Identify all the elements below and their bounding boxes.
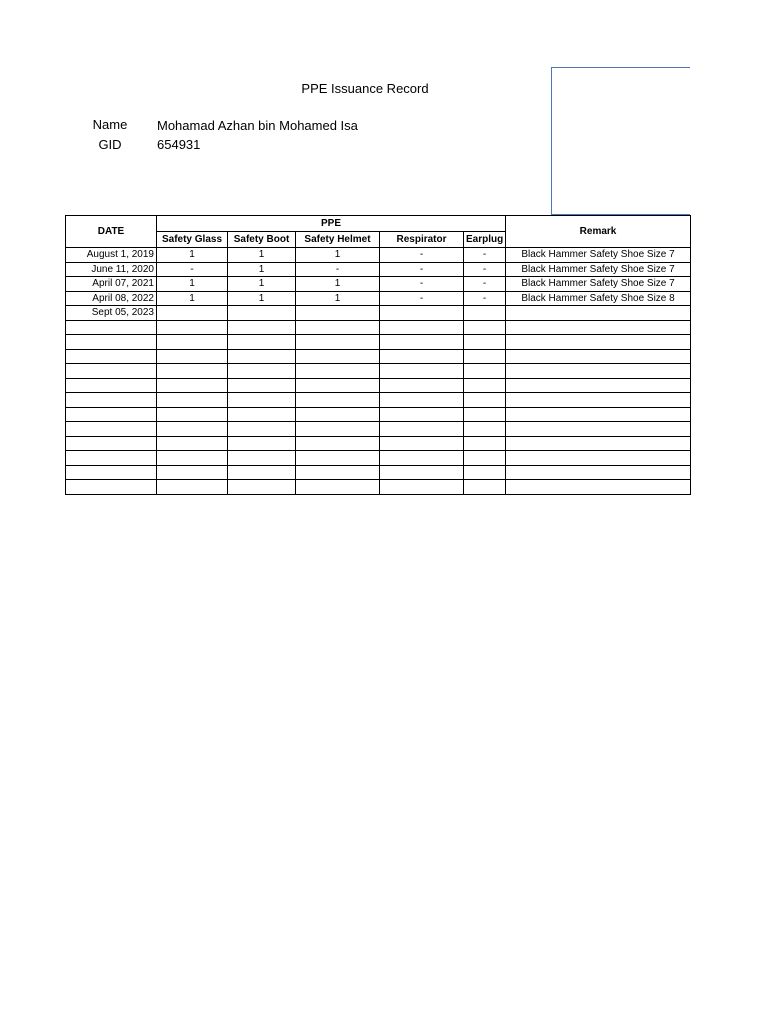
table-row [66, 277, 691, 292]
table-row [66, 364, 691, 379]
gid-value: 654931 [157, 137, 201, 152]
remark-cell [506, 480, 691, 495]
remark-cell [506, 465, 691, 480]
col-safety-helmet: Safety Helmet [296, 232, 380, 248]
ppe-qty-cell [296, 436, 380, 451]
date-cell: April 08, 2022 [66, 291, 157, 306]
ppe-qty-cell [296, 451, 380, 466]
remark-cell [506, 393, 691, 408]
table-row [66, 378, 691, 393]
ppe-qty-cell [380, 335, 464, 350]
table-row [66, 306, 691, 321]
col-earplug: Earplug [464, 232, 506, 248]
ppe-qty-cell [464, 407, 506, 422]
ppe-qty-cell [296, 407, 380, 422]
ppe-qty-cell: - [380, 248, 464, 263]
remark-cell [506, 436, 691, 451]
page-title: PPE Issuance Record [301, 81, 429, 96]
ppe-qty-cell [228, 306, 296, 321]
ppe-qty-cell [296, 422, 380, 437]
date-cell [66, 422, 157, 437]
ppe-qty-cell [380, 364, 464, 379]
date-cell [66, 349, 157, 364]
ppe-qty-cell [157, 480, 228, 495]
ppe-group-header: PPE [157, 216, 506, 232]
date-cell: Sept 05, 2023 [66, 306, 157, 321]
remark-header: Remark [506, 216, 691, 248]
ppe-qty-cell [228, 436, 296, 451]
table-row [66, 291, 691, 306]
ppe-qty-cell [296, 335, 380, 350]
ppe-qty-cell [157, 407, 228, 422]
ppe-qty-cell: - [464, 277, 506, 292]
ppe-qty-cell: - [464, 291, 506, 306]
ppe-qty-cell: 1 [157, 291, 228, 306]
ppe-qty-cell [464, 306, 506, 321]
remark-cell: Black Hammer Safety Shoe Size 7 [506, 248, 691, 263]
ppe-qty-cell [380, 422, 464, 437]
remark-cell [506, 451, 691, 466]
table-row [66, 349, 691, 364]
table-row [66, 262, 691, 277]
table-row [66, 320, 691, 335]
ppe-qty-cell [296, 465, 380, 480]
ppe-qty-cell [464, 480, 506, 495]
ppe-qty-cell: - [464, 248, 506, 263]
remark-cell [506, 407, 691, 422]
date-cell [66, 335, 157, 350]
ppe-qty-cell [464, 465, 506, 480]
ppe-qty-cell [228, 451, 296, 466]
ppe-qty-cell [296, 378, 380, 393]
ppe-qty-cell [228, 465, 296, 480]
ppe-qty-cell [380, 320, 464, 335]
ppe-qty-cell: - [157, 262, 228, 277]
ppe-qty-cell [380, 407, 464, 422]
table-row [66, 407, 691, 422]
col-respirator: Respirator [380, 232, 464, 248]
ppe-qty-cell: - [380, 291, 464, 306]
ppe-qty-cell [157, 393, 228, 408]
date-cell [66, 436, 157, 451]
ppe-qty-cell [228, 480, 296, 495]
ppe-qty-cell: - [380, 262, 464, 277]
date-cell [66, 320, 157, 335]
ppe-qty-cell [228, 407, 296, 422]
ppe-qty-cell [157, 320, 228, 335]
ppe-qty-cell [228, 335, 296, 350]
ppe-qty-cell [228, 422, 296, 437]
ppe-record-table [65, 215, 691, 495]
ppe-qty-cell [157, 465, 228, 480]
ppe-qty-cell [380, 436, 464, 451]
ppe-qty-cell [464, 451, 506, 466]
table-row [66, 480, 691, 495]
ppe-qty-cell [296, 364, 380, 379]
ppe-qty-cell [157, 451, 228, 466]
remark-cell [506, 422, 691, 437]
date-cell: August 1, 2019 [66, 248, 157, 263]
ppe-qty-cell [380, 480, 464, 495]
record-body [66, 248, 691, 495]
remark-cell [506, 335, 691, 350]
date-header: DATE [66, 216, 157, 248]
ppe-qty-cell: 1 [228, 248, 296, 263]
ppe-qty-cell [464, 364, 506, 379]
ppe-qty-cell: 1 [296, 248, 380, 263]
ppe-qty-cell: 1 [157, 248, 228, 263]
date-cell: April 07, 2021 [66, 277, 157, 292]
table-row [66, 393, 691, 408]
ppe-qty-cell [380, 378, 464, 393]
remark-cell [506, 349, 691, 364]
ppe-qty-cell [380, 393, 464, 408]
ppe-qty-cell [157, 422, 228, 437]
ppe-qty-cell [464, 320, 506, 335]
ppe-qty-cell: 1 [296, 291, 380, 306]
ppe-qty-cell [296, 349, 380, 364]
ppe-qty-cell [157, 364, 228, 379]
ppe-qty-cell [464, 335, 506, 350]
ppe-qty-cell [464, 436, 506, 451]
ppe-qty-cell [228, 378, 296, 393]
table-row [66, 335, 691, 350]
ppe-qty-cell [380, 465, 464, 480]
date-cell [66, 393, 157, 408]
ppe-qty-cell [464, 422, 506, 437]
remark-cell [506, 320, 691, 335]
ppe-qty-cell [228, 320, 296, 335]
ppe-qty-cell [464, 393, 506, 408]
date-cell [66, 364, 157, 379]
name-value: Mohamad Azhan bin Mohamed Isa [157, 118, 358, 133]
ppe-qty-cell [157, 306, 228, 321]
gid-label: GID [98, 137, 122, 152]
remark-cell: Black Hammer Safety Shoe Size 8 [506, 291, 691, 306]
ppe-qty-cell: 1 [228, 277, 296, 292]
date-cell: June 11, 2020 [66, 262, 157, 277]
ppe-qty-cell [296, 320, 380, 335]
col-safety-boot: Safety Boot [228, 232, 296, 248]
ppe-qty-cell: - [464, 262, 506, 277]
remark-cell [506, 364, 691, 379]
ppe-qty-cell [157, 335, 228, 350]
ppe-qty-cell: - [380, 277, 464, 292]
table-row [66, 436, 691, 451]
ppe-qty-cell: 1 [157, 277, 228, 292]
ppe-qty-cell [296, 480, 380, 495]
ppe-qty-cell [296, 306, 380, 321]
table-row [66, 422, 691, 437]
table-row [66, 451, 691, 466]
date-cell [66, 465, 157, 480]
ppe-qty-cell: - [296, 262, 380, 277]
remark-cell [506, 306, 691, 321]
ppe-qty-cell [228, 364, 296, 379]
remark-cell: Black Hammer Safety Shoe Size 7 [506, 262, 691, 277]
remark-cell: Black Hammer Safety Shoe Size 7 [506, 277, 691, 292]
ppe-qty-cell [157, 436, 228, 451]
date-cell [66, 407, 157, 422]
remark-cell [506, 378, 691, 393]
date-cell [66, 451, 157, 466]
ppe-qty-cell [464, 378, 506, 393]
ppe-qty-cell: 1 [296, 277, 380, 292]
ppe-qty-cell [157, 378, 228, 393]
ppe-qty-cell [157, 349, 228, 364]
ppe-qty-cell [228, 349, 296, 364]
col-safety-glass: Safety Glass [157, 232, 228, 248]
ppe-qty-cell [380, 349, 464, 364]
ppe-qty-cell [464, 349, 506, 364]
table-row [66, 248, 691, 263]
ppe-qty-cell: 1 [228, 291, 296, 306]
ppe-qty-cell [228, 393, 296, 408]
ppe-qty-cell [380, 306, 464, 321]
photo-box [551, 67, 690, 215]
date-cell [66, 480, 157, 495]
name-label: Name [92, 117, 128, 132]
ppe-qty-cell: 1 [228, 262, 296, 277]
date-cell [66, 378, 157, 393]
ppe-qty-cell [296, 393, 380, 408]
ppe-qty-cell [380, 451, 464, 466]
table-row [66, 465, 691, 480]
